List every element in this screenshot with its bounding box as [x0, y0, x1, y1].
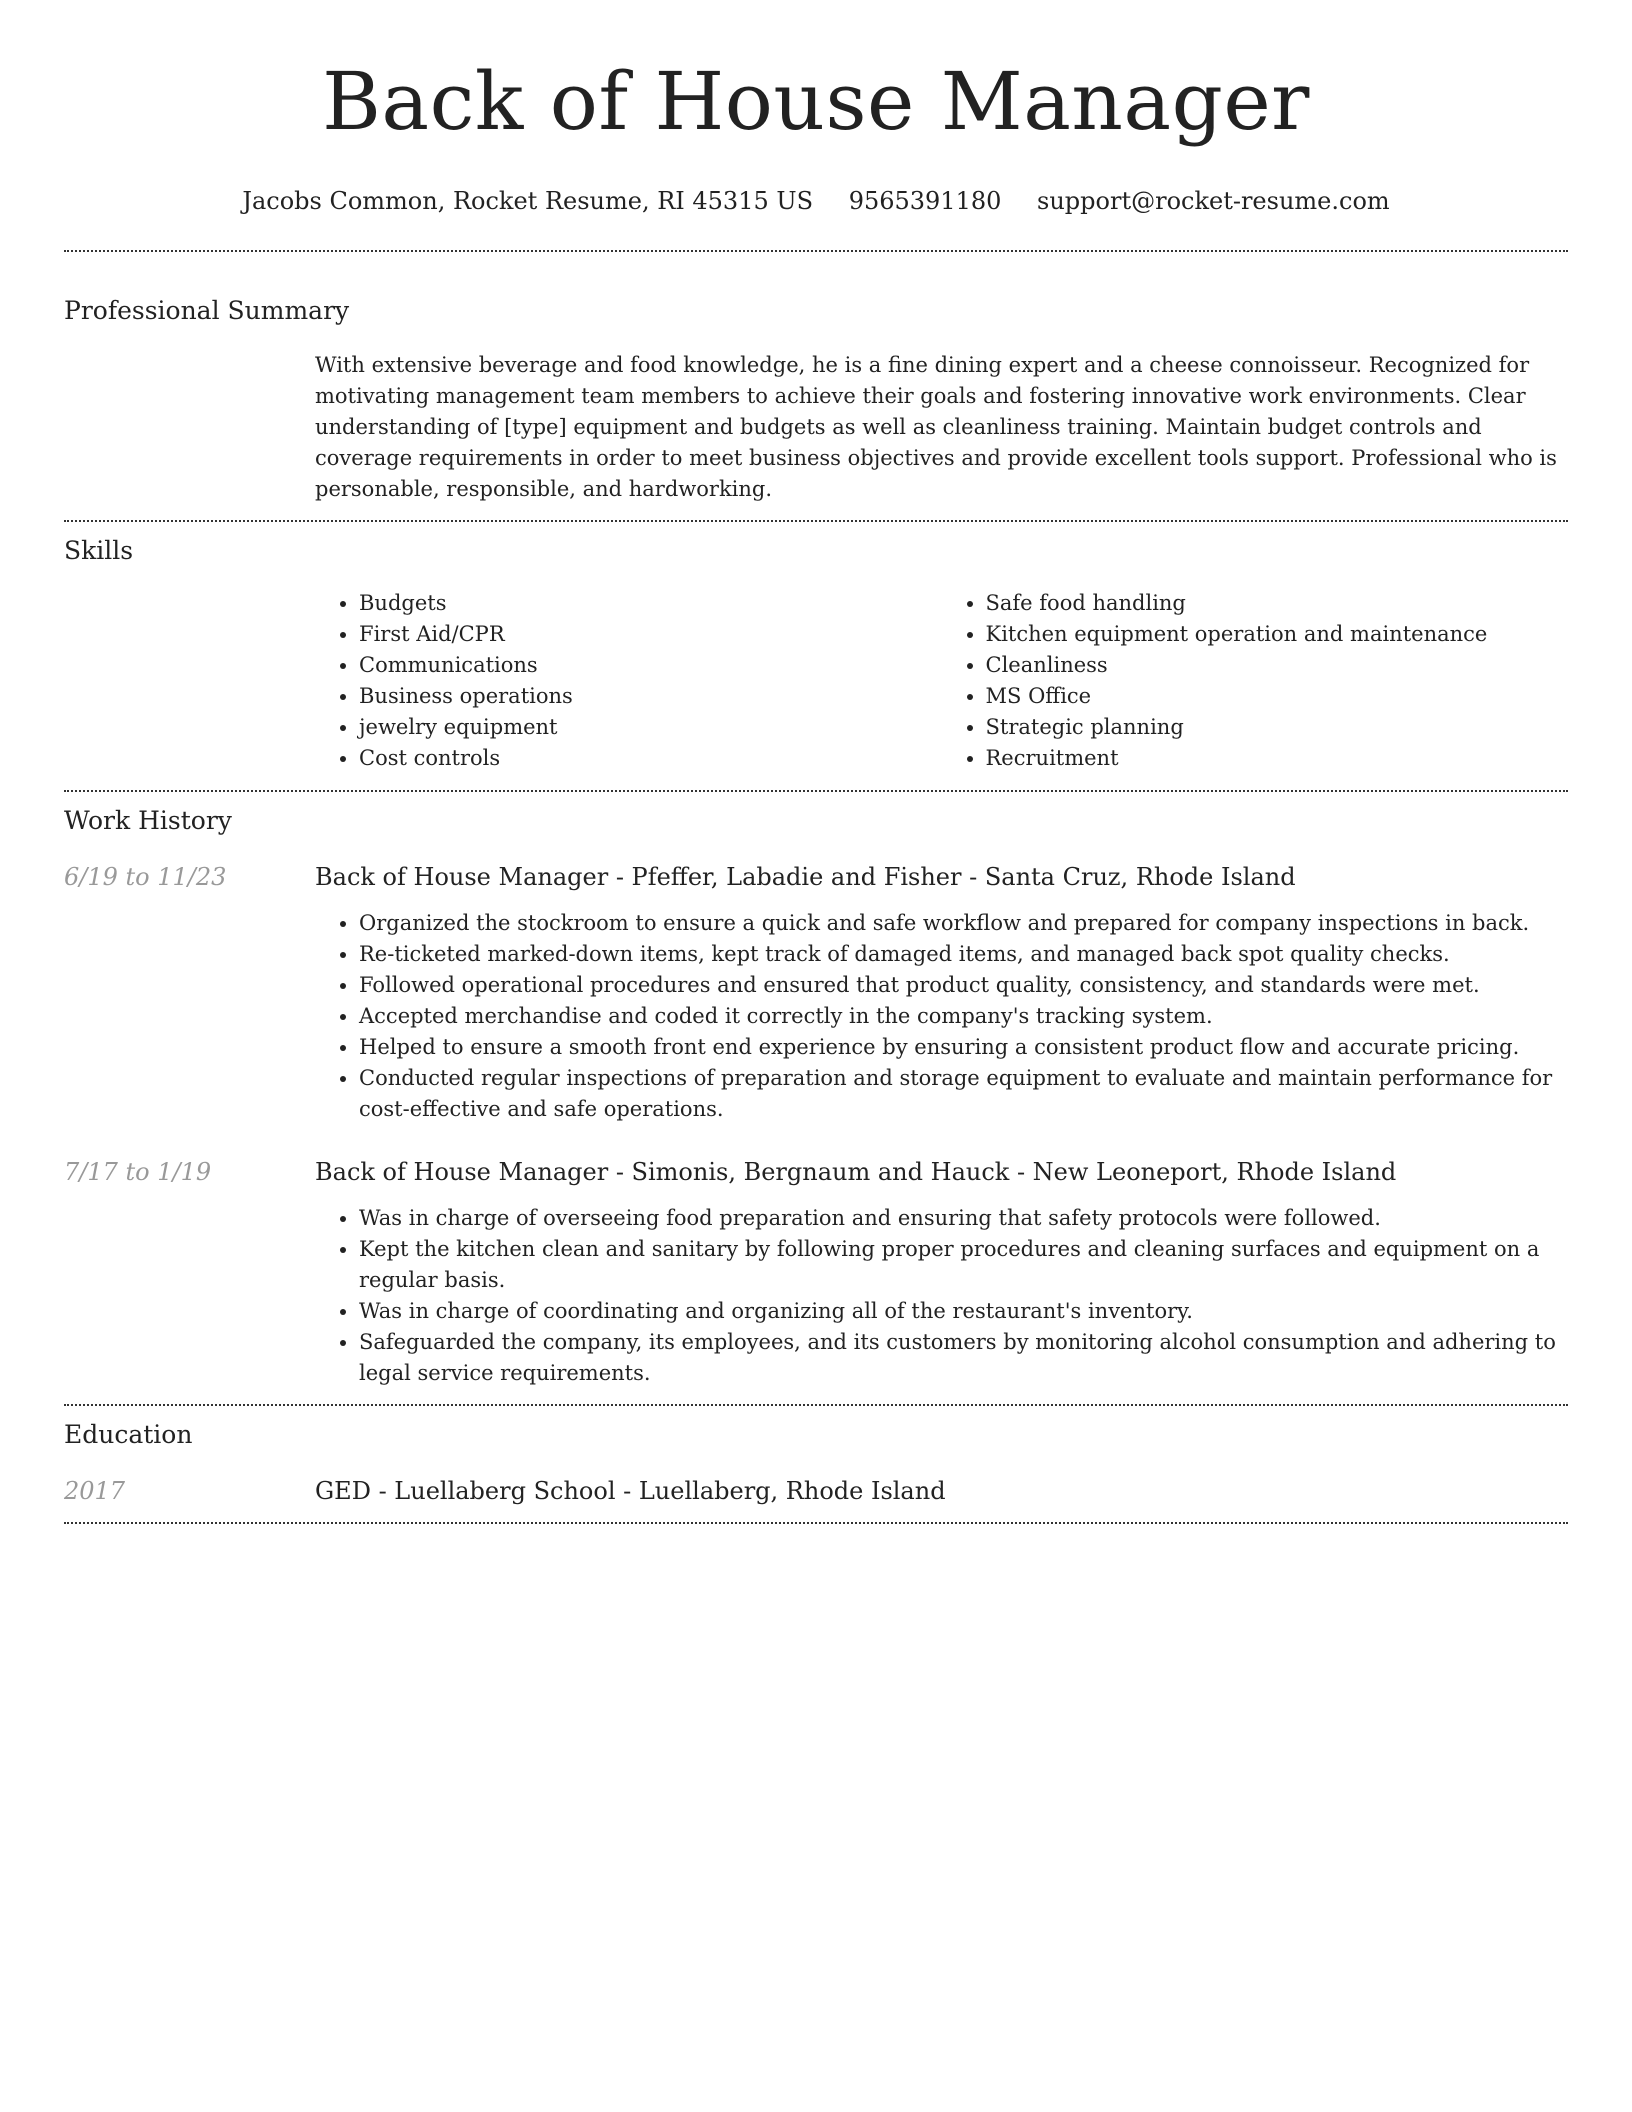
- skill-item: • Cleanliness: [986, 650, 1569, 681]
- contact-address: Jacobs Common, Rocket Resume, RI 45315 US: [242, 187, 814, 215]
- job-bullet: • Safeguarded the company, its employees, and its customers by monitoring alcohol consumption and adhering to legal service requirements.: [359, 1327, 1568, 1389]
- job-bullet: • Followed operational procedures and ensured that product quality, consistency, and standards were met.: [359, 970, 1568, 1001]
- job-bullet: • Was in charge of overseeing food preparation and ensuring that safety protocols were followed.: [359, 1203, 1568, 1234]
- education-year: 2017: [64, 1477, 126, 1505]
- skill-item: • Budgets: [359, 588, 942, 619]
- section-title-summary: Professional Summary: [64, 296, 350, 325]
- job-bullet: • Kept the kitchen clean and sanitary by following proper procedures and cleaning surfaces and equipment on a regular basis.: [359, 1234, 1568, 1296]
- job-bullet: • Was in charge of coordinating and organizing all of the restaurant's inventory.: [359, 1296, 1568, 1327]
- candidate-name: Back of House Manager: [322, 55, 1310, 148]
- education-section: [64, 1418, 1568, 1508]
- summary-text: With extensive beverage and food knowledge, he is a fine dining expert and a cheese connoisseur. Recognized for motivating management team members to achieve their goals and fostering innovative work environments. Clear understanding of [type] equipment and budgets as well as cleanliness training. Maintain budget controls and coverage requirements in order to meet business objectives and provide excellent tools support. Professional who is personable, responsible, and hardworking.: [315, 353, 1557, 501]
- divider: [64, 520, 1568, 522]
- contact-phone: 9565391180: [848, 187, 1002, 215]
- skill-item: • First Aid/CPR: [359, 619, 942, 650]
- contact-line: [64, 184, 1568, 218]
- skill-item: • MS Office: [986, 681, 1569, 712]
- section-title-skills: Skills: [64, 536, 134, 565]
- job-bullet: • Helped to ensure a smooth front end experience by ensuring a consistent product flow and accurate pricing.: [359, 1032, 1568, 1063]
- skills-list-right: [942, 588, 1569, 774]
- skill-item: • Business operations: [359, 681, 942, 712]
- skills-section: [64, 534, 1568, 774]
- job-bullet: • Re-ticketed marked-down items, kept track of damaged items, and managed back spot quality checks.: [359, 939, 1568, 970]
- job-dates: 6/19 to 11/23: [64, 863, 227, 891]
- skill-item: • jewelry equipment: [359, 712, 942, 743]
- education-entry: [64, 1474, 1568, 1508]
- skills-list-left: [315, 588, 942, 774]
- skill-item: • Strategic planning: [986, 712, 1569, 743]
- job-entry: [64, 860, 1568, 1125]
- section-title-education: Education: [64, 1420, 193, 1449]
- job-bullet: • Conducted regular inspections of preparation and storage equipment to evaluate and maintain performance for cost-effective and safe operations.: [359, 1063, 1568, 1125]
- job-bullets: [315, 1203, 1568, 1389]
- contact-email: support@rocket-resume.com: [1037, 187, 1390, 215]
- skill-item: • Communications: [359, 650, 942, 681]
- divider: [64, 790, 1568, 792]
- job-heading: Back of House Manager - Simonis, Bergnaum and Hauck - New Leoneport, Rhode Island: [315, 1158, 1397, 1186]
- job-dates: 7/17 to 1/19: [64, 1158, 212, 1186]
- work-history-section: [64, 804, 1568, 1389]
- education-heading: GED - Luellaberg School - Luellaberg, Rhode Island: [315, 1477, 946, 1505]
- skill-item: • Kitchen equipment operation and maintenance: [986, 619, 1569, 650]
- summary-section: [64, 294, 1568, 505]
- job-entry: [64, 1155, 1568, 1389]
- job-bullet: • Accepted merchandise and coded it correctly in the company's tracking system.: [359, 1001, 1568, 1032]
- skill-item: • Safe food handling: [986, 588, 1569, 619]
- divider: [64, 250, 1568, 252]
- skill-item: • Cost controls: [359, 743, 942, 774]
- divider: [64, 1522, 1568, 1524]
- divider: [64, 1404, 1568, 1406]
- job-heading: Back of House Manager - Pfeffer, Labadie and Fisher - Santa Cruz, Rhode Island: [315, 863, 1296, 891]
- job-bullet: • Organized the stockroom to ensure a quick and safe workflow and prepared for company inspections in back.: [359, 908, 1568, 939]
- job-bullets: [315, 908, 1568, 1125]
- skill-item: • Recruitment: [986, 743, 1569, 774]
- section-title-work: Work History: [64, 806, 232, 835]
